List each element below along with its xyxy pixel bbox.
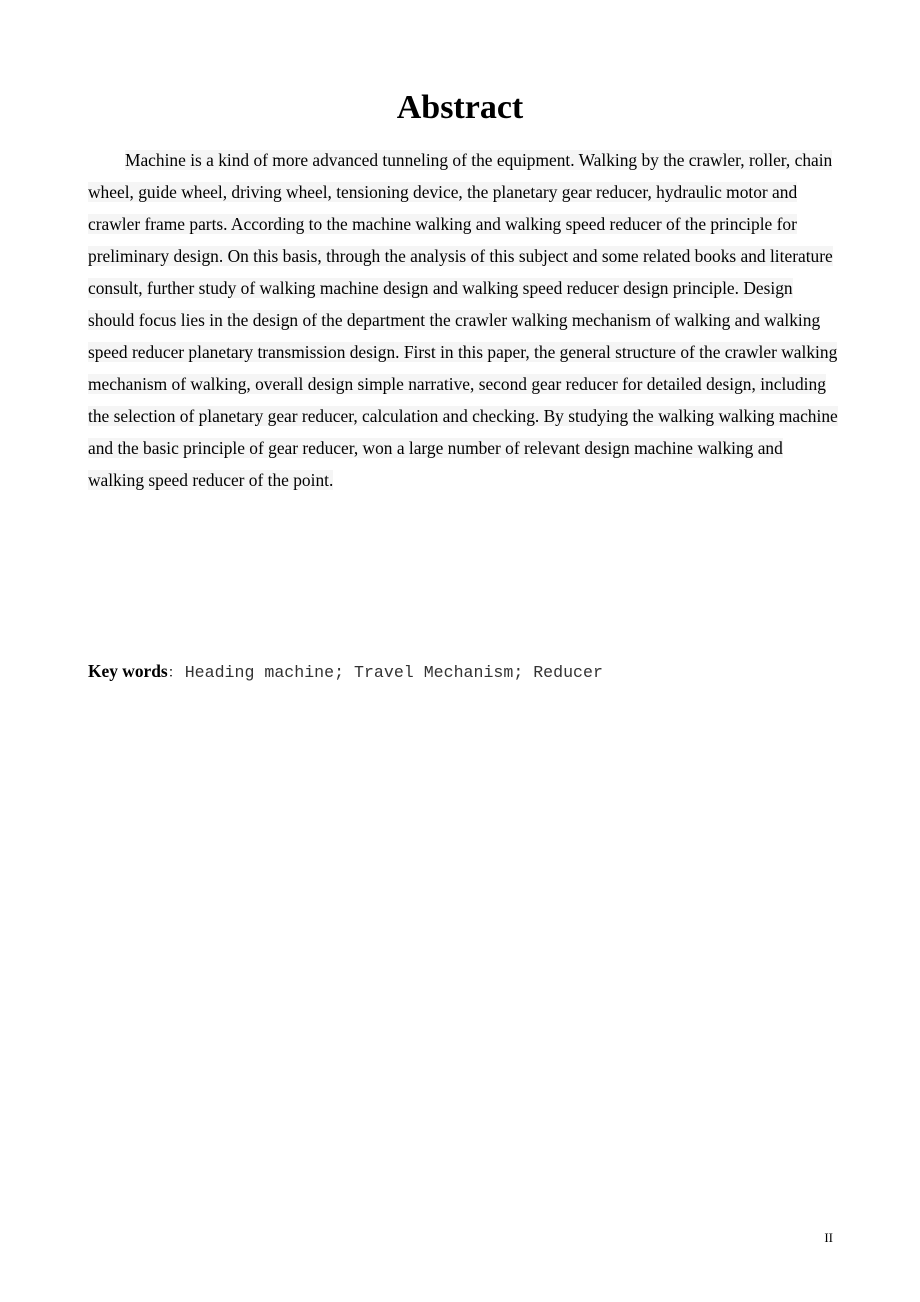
keywords-separator: ：	[167, 665, 182, 681]
page-title: Abstract	[396, 89, 524, 126]
keywords-line	[88, 656, 848, 688]
abstract-paragraph	[88, 144, 840, 496]
keywords-label: Key words	[88, 661, 168, 681]
page-number: II	[824, 1230, 833, 1245]
keywords-values: Heading machine; Travel Mechanism; Reducer	[184, 663, 603, 682]
abstract-text: Machine is a kind of more advanced tunneling of the equipment. Walking by the crawler, roller, chain wheel, guide wheel, driving wheel, tensioning device, the planetary gear reducer, hydraulic motor and crawler frame parts. According to the machine walking and walking speed reducer of the principle for preliminary design. On this basis, through the analysis of this subject and some related books and literature consult, further study of walking machine design and walking speed reducer design principle. Design should focus lies in the design of the department the crawler walking mechanism of walking and walking speed reducer planetary transmission design. First in this paper, the general structure of the crawler walking mechanism of walking, overall design simple narrative, second gear reducer for detailed design, including the selection of planetary gear reducer, calculation and checking. By studying the walking walking machine and the basic principle of gear reducer, won a large number of relevant design machine walking and walking speed reducer of the point.	[88, 150, 838, 490]
